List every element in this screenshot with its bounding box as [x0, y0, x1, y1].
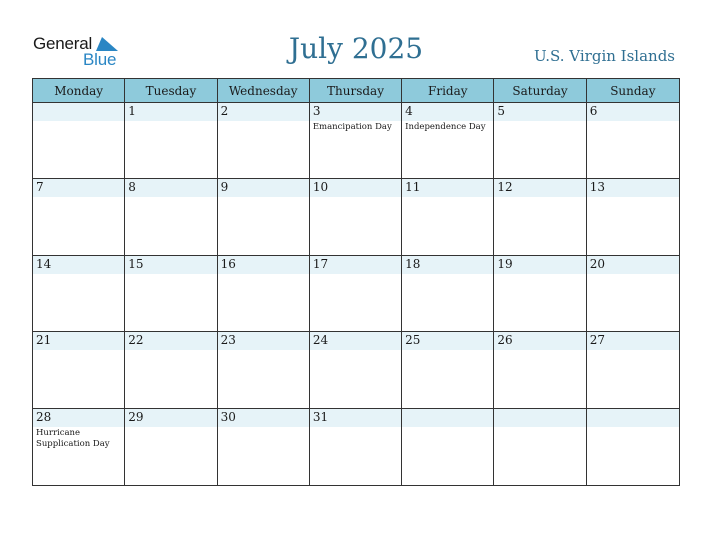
day-cell-band — [218, 103, 309, 121]
day-number: 28 — [36, 409, 52, 424]
day-cell — [587, 409, 679, 485]
day-number: 12 — [497, 180, 513, 195]
day-cell — [33, 179, 125, 255]
day-number: 30 — [220, 409, 236, 424]
day-cell — [125, 256, 217, 332]
weekday-header-saturday: Saturday — [494, 79, 586, 103]
day-cell — [310, 332, 402, 408]
day-cell — [33, 409, 125, 485]
day-number: 22 — [128, 333, 144, 348]
day-number: 13 — [589, 180, 605, 195]
day-cell — [494, 179, 586, 255]
day-cell — [218, 256, 310, 332]
day-number: 2 — [220, 104, 229, 118]
day-number: 31 — [312, 409, 329, 424]
day-number: 3 — [312, 104, 321, 118]
day-cell — [310, 256, 402, 332]
calendar-grid — [32, 78, 680, 486]
weekday-header-tuesday: Tuesday — [125, 79, 217, 103]
day-cell — [587, 256, 679, 332]
day-cell — [402, 409, 494, 485]
day-number: 1 — [128, 104, 136, 118]
day-cell — [125, 332, 217, 408]
day-number: 7 — [36, 180, 44, 195]
logo-text-general: General — [33, 34, 93, 53]
day-cell-band — [402, 103, 493, 121]
day-cell — [33, 103, 125, 179]
day-cell — [218, 409, 310, 485]
day-cell — [587, 179, 679, 255]
day-cell — [125, 103, 217, 179]
day-number: 21 — [36, 333, 52, 348]
day-cell — [402, 332, 494, 408]
day-cell — [494, 103, 586, 179]
day-cell — [494, 409, 586, 485]
calendar-title: July 2025 — [288, 32, 424, 65]
day-number: 19 — [497, 256, 513, 271]
day-number: 5 — [497, 104, 506, 118]
day-cell — [33, 332, 125, 408]
day-cell — [587, 332, 679, 408]
day-cell — [402, 179, 494, 255]
day-number: 9 — [220, 180, 229, 195]
day-number: 14 — [36, 256, 52, 271]
day-cell — [587, 103, 679, 179]
day-cell-band — [125, 103, 216, 121]
day-number: 15 — [128, 256, 144, 271]
holiday-label: Emancipation Day — [312, 122, 392, 132]
day-cell — [494, 256, 586, 332]
day-number: 10 — [312, 180, 329, 195]
day-number: 29 — [128, 409, 144, 424]
day-number: 23 — [220, 333, 236, 348]
day-number: 6 — [589, 104, 598, 118]
day-number: 17 — [312, 256, 329, 271]
day-number: 4 — [405, 104, 413, 118]
day-number: 20 — [589, 256, 605, 271]
weekday-header-friday: Friday — [402, 79, 494, 103]
day-cell-band — [33, 103, 124, 121]
day-cell — [125, 179, 217, 255]
day-cell — [218, 179, 310, 255]
day-number: 11 — [405, 180, 421, 195]
day-cell-band — [494, 409, 585, 427]
day-cell — [218, 103, 310, 179]
day-cell-band — [587, 409, 679, 427]
day-number: 16 — [220, 256, 236, 271]
day-number: 8 — [128, 180, 136, 195]
day-cell-band — [587, 103, 679, 121]
day-number: 26 — [497, 333, 513, 348]
day-cell — [494, 332, 586, 408]
day-cell-band — [33, 179, 124, 197]
day-cell — [125, 409, 217, 485]
day-number: 18 — [405, 256, 421, 271]
holiday-label: Independence Day — [405, 122, 486, 132]
day-cell — [310, 409, 402, 485]
day-number: 27 — [589, 333, 605, 348]
day-cell — [310, 179, 402, 255]
day-number: 24 — [312, 333, 329, 348]
day-cell-band — [310, 103, 401, 121]
day-cell-band — [218, 179, 309, 197]
day-cell — [310, 103, 402, 179]
day-cell — [218, 332, 310, 408]
day-cell-band — [125, 179, 216, 197]
day-cell-band — [402, 409, 493, 427]
day-number: 25 — [405, 333, 421, 348]
holiday-label: Hurricane Supplication Day — [36, 427, 110, 449]
weekday-header-sunday: Sunday — [587, 79, 679, 103]
logo-text-blue: Blue — [83, 50, 117, 69]
day-cell-band — [494, 103, 585, 121]
weekday-header-monday: Monday — [33, 79, 125, 103]
weekday-header-wednesday: Wednesday — [218, 79, 310, 103]
day-cell — [402, 103, 494, 179]
day-cell — [402, 256, 494, 332]
day-cell — [33, 256, 125, 332]
weekday-header-thursday: Thursday — [310, 79, 402, 103]
region-label: U.S. Virgin Islands — [534, 47, 675, 65]
